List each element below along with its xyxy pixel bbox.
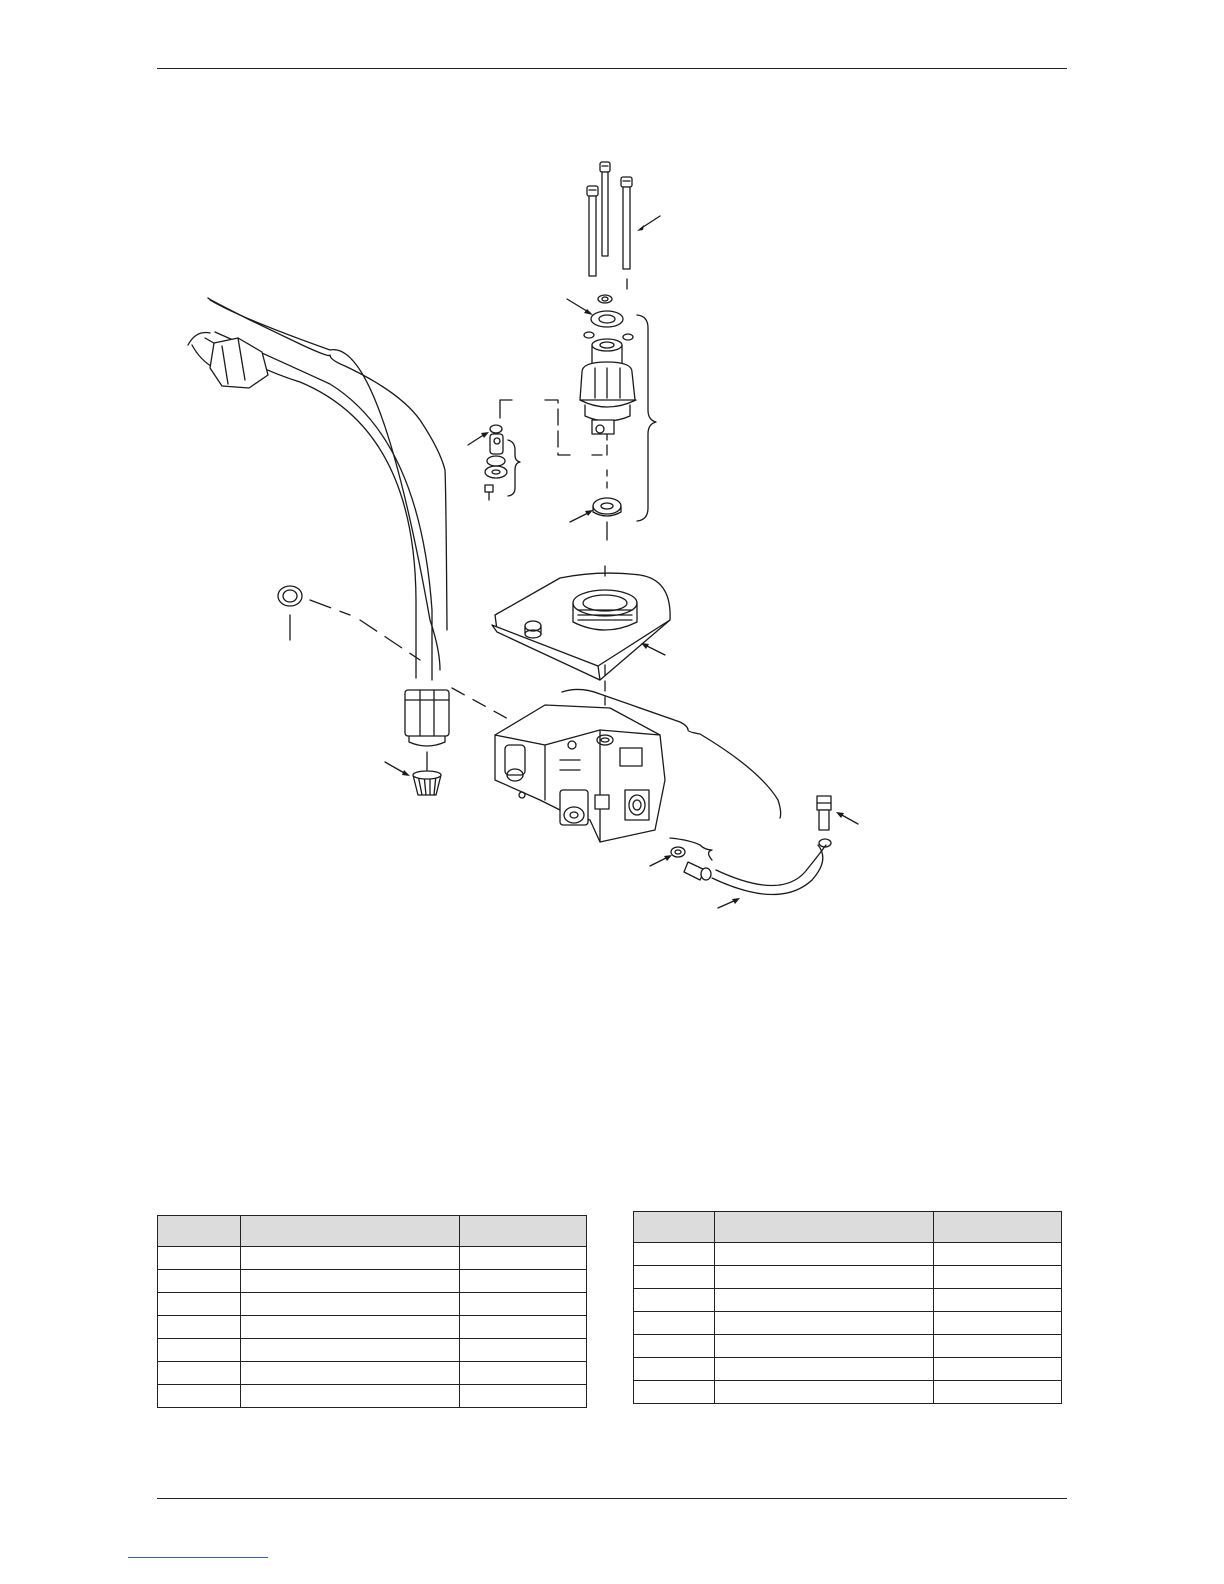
table-row (634, 1335, 1062, 1358)
table-row (158, 1362, 587, 1385)
bottom-washer (570, 470, 621, 540)
leader-compression (840, 814, 858, 824)
table-row (158, 1293, 587, 1316)
parts-table-right (633, 1211, 1062, 1404)
leader-fitting (650, 857, 668, 866)
compression-fitting (817, 796, 858, 830)
table-row (634, 1243, 1062, 1266)
brace-connector (508, 440, 520, 496)
footer-rule (157, 1498, 1067, 1499)
table-row (158, 1316, 587, 1339)
table-row (158, 1385, 587, 1408)
table-row (634, 1289, 1062, 1312)
col-part-number (460, 1216, 587, 1247)
brace-coil (637, 315, 656, 521)
strainer (385, 752, 441, 795)
gas-pipe (188, 300, 449, 746)
connector-subassembly (468, 400, 520, 500)
col-description (241, 1216, 460, 1247)
col-part-number (934, 1212, 1062, 1243)
screw-2 (587, 186, 598, 276)
col-ref (158, 1216, 241, 1247)
leader-shield (645, 645, 665, 655)
col-ref (634, 1212, 715, 1243)
hyperlink-underline[interactable] (128, 1557, 268, 1558)
table-row (634, 1266, 1062, 1289)
screw-1 (600, 162, 610, 256)
gas-valve (495, 705, 665, 842)
washer-stack (567, 295, 633, 340)
screw-3 (621, 177, 632, 269)
table-row (158, 1339, 587, 1362)
leader-connector (468, 434, 485, 445)
table-header-row (634, 1212, 1062, 1243)
leader-strainer (385, 762, 406, 774)
table-header-row (158, 1216, 587, 1247)
heat-shield (492, 566, 670, 705)
pipe-o-ring (278, 586, 420, 660)
table-row (634, 1312, 1062, 1335)
table-row (158, 1270, 587, 1293)
outlet-fitting (650, 847, 711, 880)
col-description (715, 1212, 934, 1243)
table-row (634, 1358, 1062, 1381)
parts-table-left (157, 1215, 587, 1408)
solenoid-coil (580, 339, 636, 445)
table-row (634, 1381, 1062, 1404)
table-row (158, 1247, 587, 1270)
pilot-tube (712, 839, 831, 908)
screws (587, 162, 660, 289)
leader-tube (718, 900, 736, 908)
